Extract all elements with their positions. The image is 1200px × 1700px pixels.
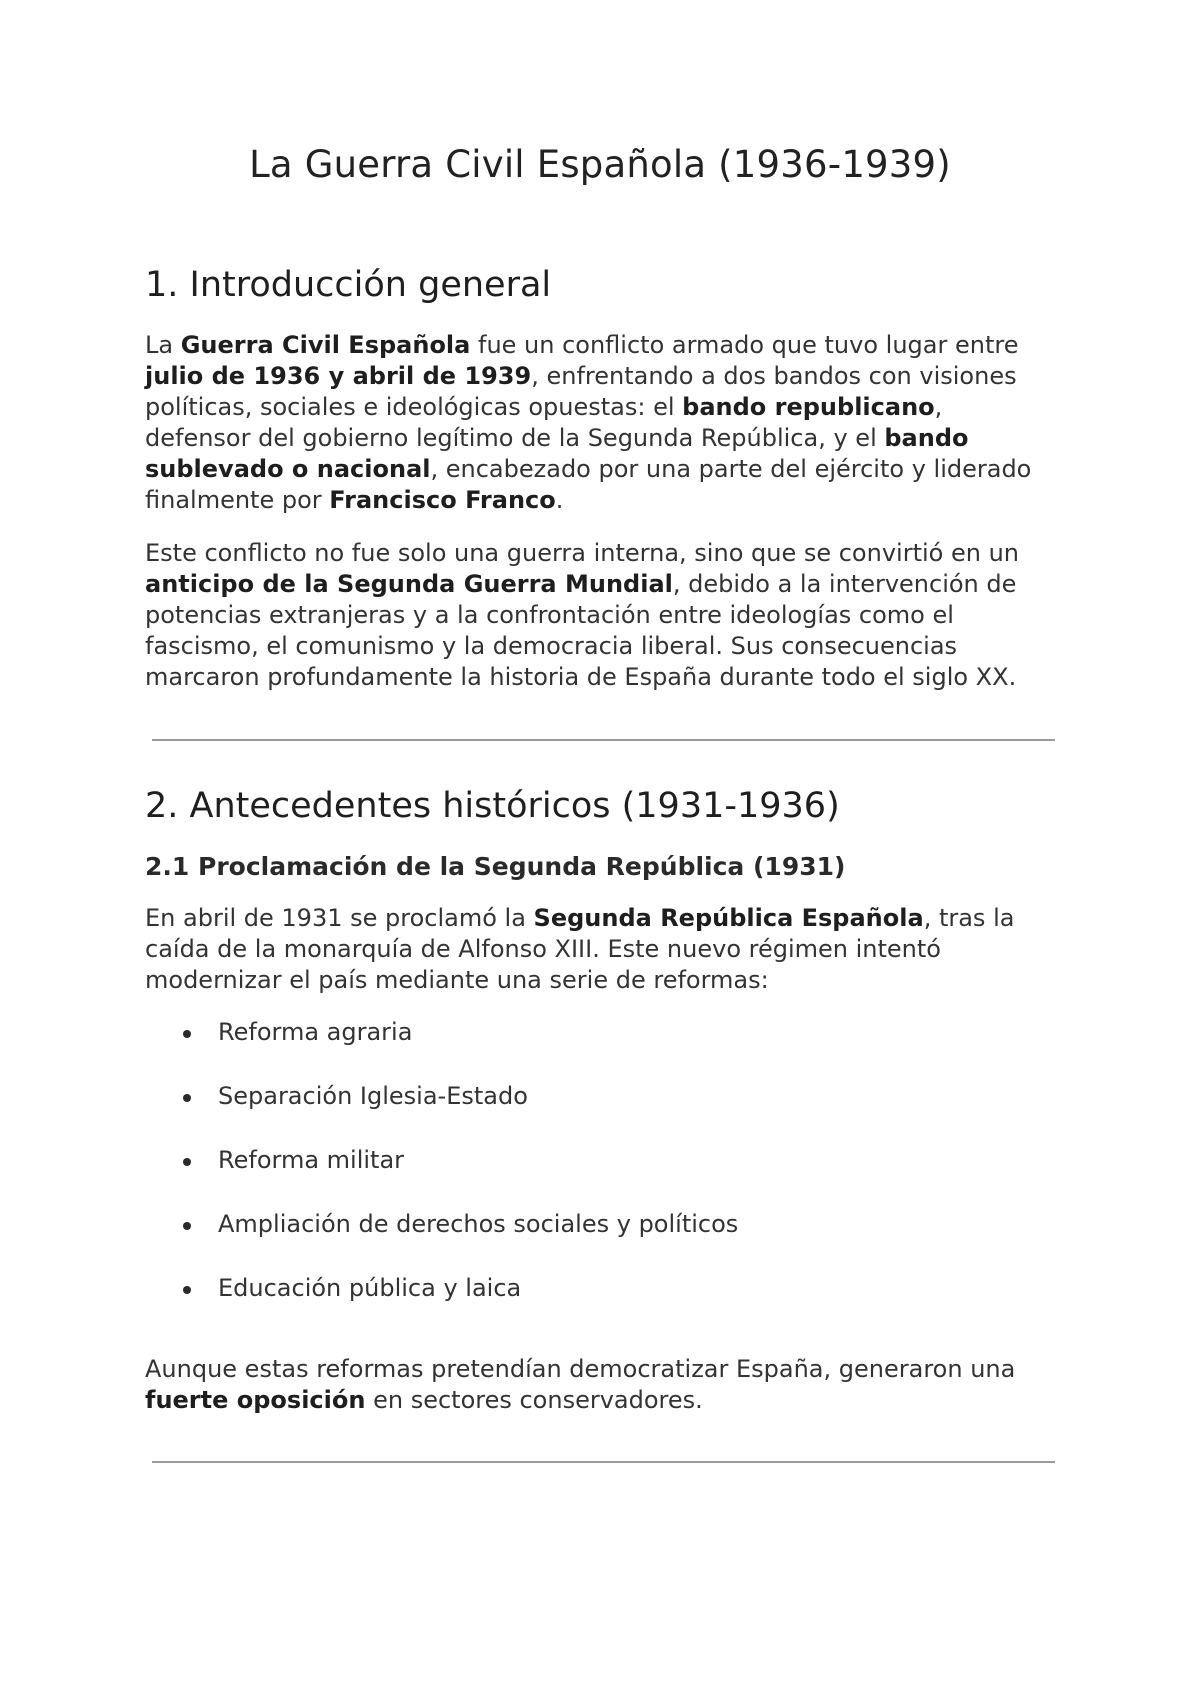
bullet-icon xyxy=(183,1094,191,1102)
list-item: Educación pública y laica xyxy=(183,1273,1055,1304)
list-item: Ampliación de derechos sociales y políticos xyxy=(183,1209,1055,1240)
bold-dates: julio de 1936 y abril de 1939 xyxy=(145,362,532,390)
list-item: Separación Iglesia-Estado xyxy=(183,1081,1055,1112)
bullet-icon xyxy=(183,1030,191,1038)
section-divider xyxy=(152,739,1055,741)
document-title: La Guerra Civil Española (1936-1939) xyxy=(249,143,951,186)
section-2-heading: 2. Antecedentes históricos (1931-1936) xyxy=(145,786,840,826)
bold-guerra-civil: Guerra Civil Española xyxy=(180,331,471,359)
bold-bando-sublevado: bando sublevado o nacional xyxy=(145,424,969,483)
list-item: Reforma militar xyxy=(183,1145,1055,1176)
bold-anticipo: anticipo de la Segunda Guerra Mundial xyxy=(145,570,673,598)
section-1-heading: 1. Introducción general xyxy=(145,265,552,305)
bullet-icon xyxy=(183,1158,191,1166)
intro-paragraph-1: La Guerra Civil Española fue un conflicto armado que tuvo lugar entre julio de 1936 y abril de 1939, enfrentando a dos bandos con visiones políticas, sociales e ideológicas opuestas: el bando republicano, defensor del gobierno legítimo de la Segunda República, y el bando sublevado o nacional, encabezado por una parte del ejército y liderado finalmente por Francisco Franco. xyxy=(145,331,1032,514)
subsection-2-1-heading: 2.1 Proclamación de la Segunda República (1931) xyxy=(145,852,846,881)
bullet-icon xyxy=(183,1222,191,1230)
bold-bando-republicano: bando republicano xyxy=(682,393,935,421)
bold-segunda-republica: Segunda República Española xyxy=(533,904,924,932)
intro-paragraph-2: Este conflicto no fue solo una guerra interna, sino que se convirtió en un anticipo de la Segunda Guerra Mundial, debido a la intervención de potencias extranjeras y a la confrontación entre ideologías como el fascismo, el comunismo y la democracia liberal. Sus consecuencias marcaron profundamente la historia de España durante todo el siglo XX. xyxy=(145,539,1019,691)
section-divider xyxy=(152,1461,1055,1463)
republic-paragraph: En abril de 1931 se proclamó la Segunda República Española, tras la caída de la monarquía de Alfonso XIII. Este nuevo régimen intentó modernizar el país mediante una serie de reformas: xyxy=(145,904,1015,994)
reforms-list xyxy=(145,1017,1055,1304)
bullet-icon xyxy=(183,1286,191,1294)
bold-francisco-franco: Francisco Franco xyxy=(329,486,556,514)
list-item: Reforma agraria xyxy=(183,1017,1055,1048)
opposition-paragraph: Aunque estas reformas pretendían democratizar España, generaron una fuerte oposición en sectores conservadores. xyxy=(145,1355,1016,1414)
bold-fuerte-oposicion: fuerte oposición xyxy=(145,1386,366,1414)
